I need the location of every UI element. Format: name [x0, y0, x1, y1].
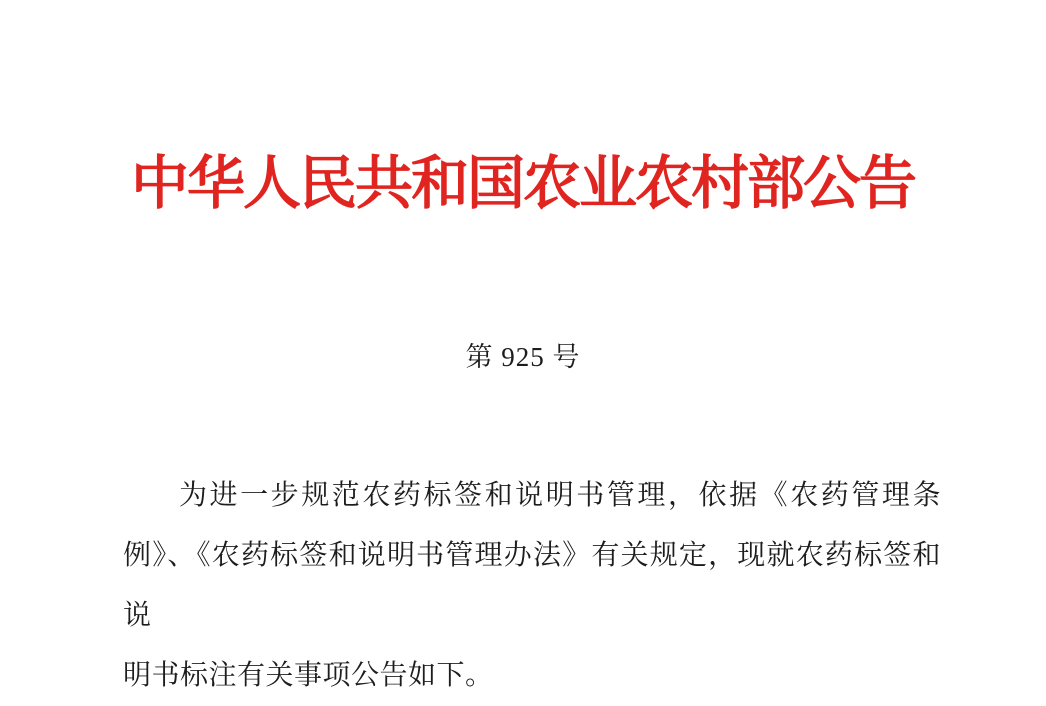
body-line-2: 例》、《农药标签和说明书管理办法》有关规定，现就农药标签和说	[123, 540, 941, 631]
announcement-body	[123, 466, 941, 706]
announcement-number: 第 925 号	[465, 342, 581, 372]
announcement-title: 中华人民共和国农业农村部公告	[130, 151, 915, 216]
body-line-3: 明书标注有关事项公告如下。	[123, 660, 494, 691]
body-line-1: 为进一步规范农药标签和说明书管理，依据《农药管理条	[179, 480, 941, 511]
